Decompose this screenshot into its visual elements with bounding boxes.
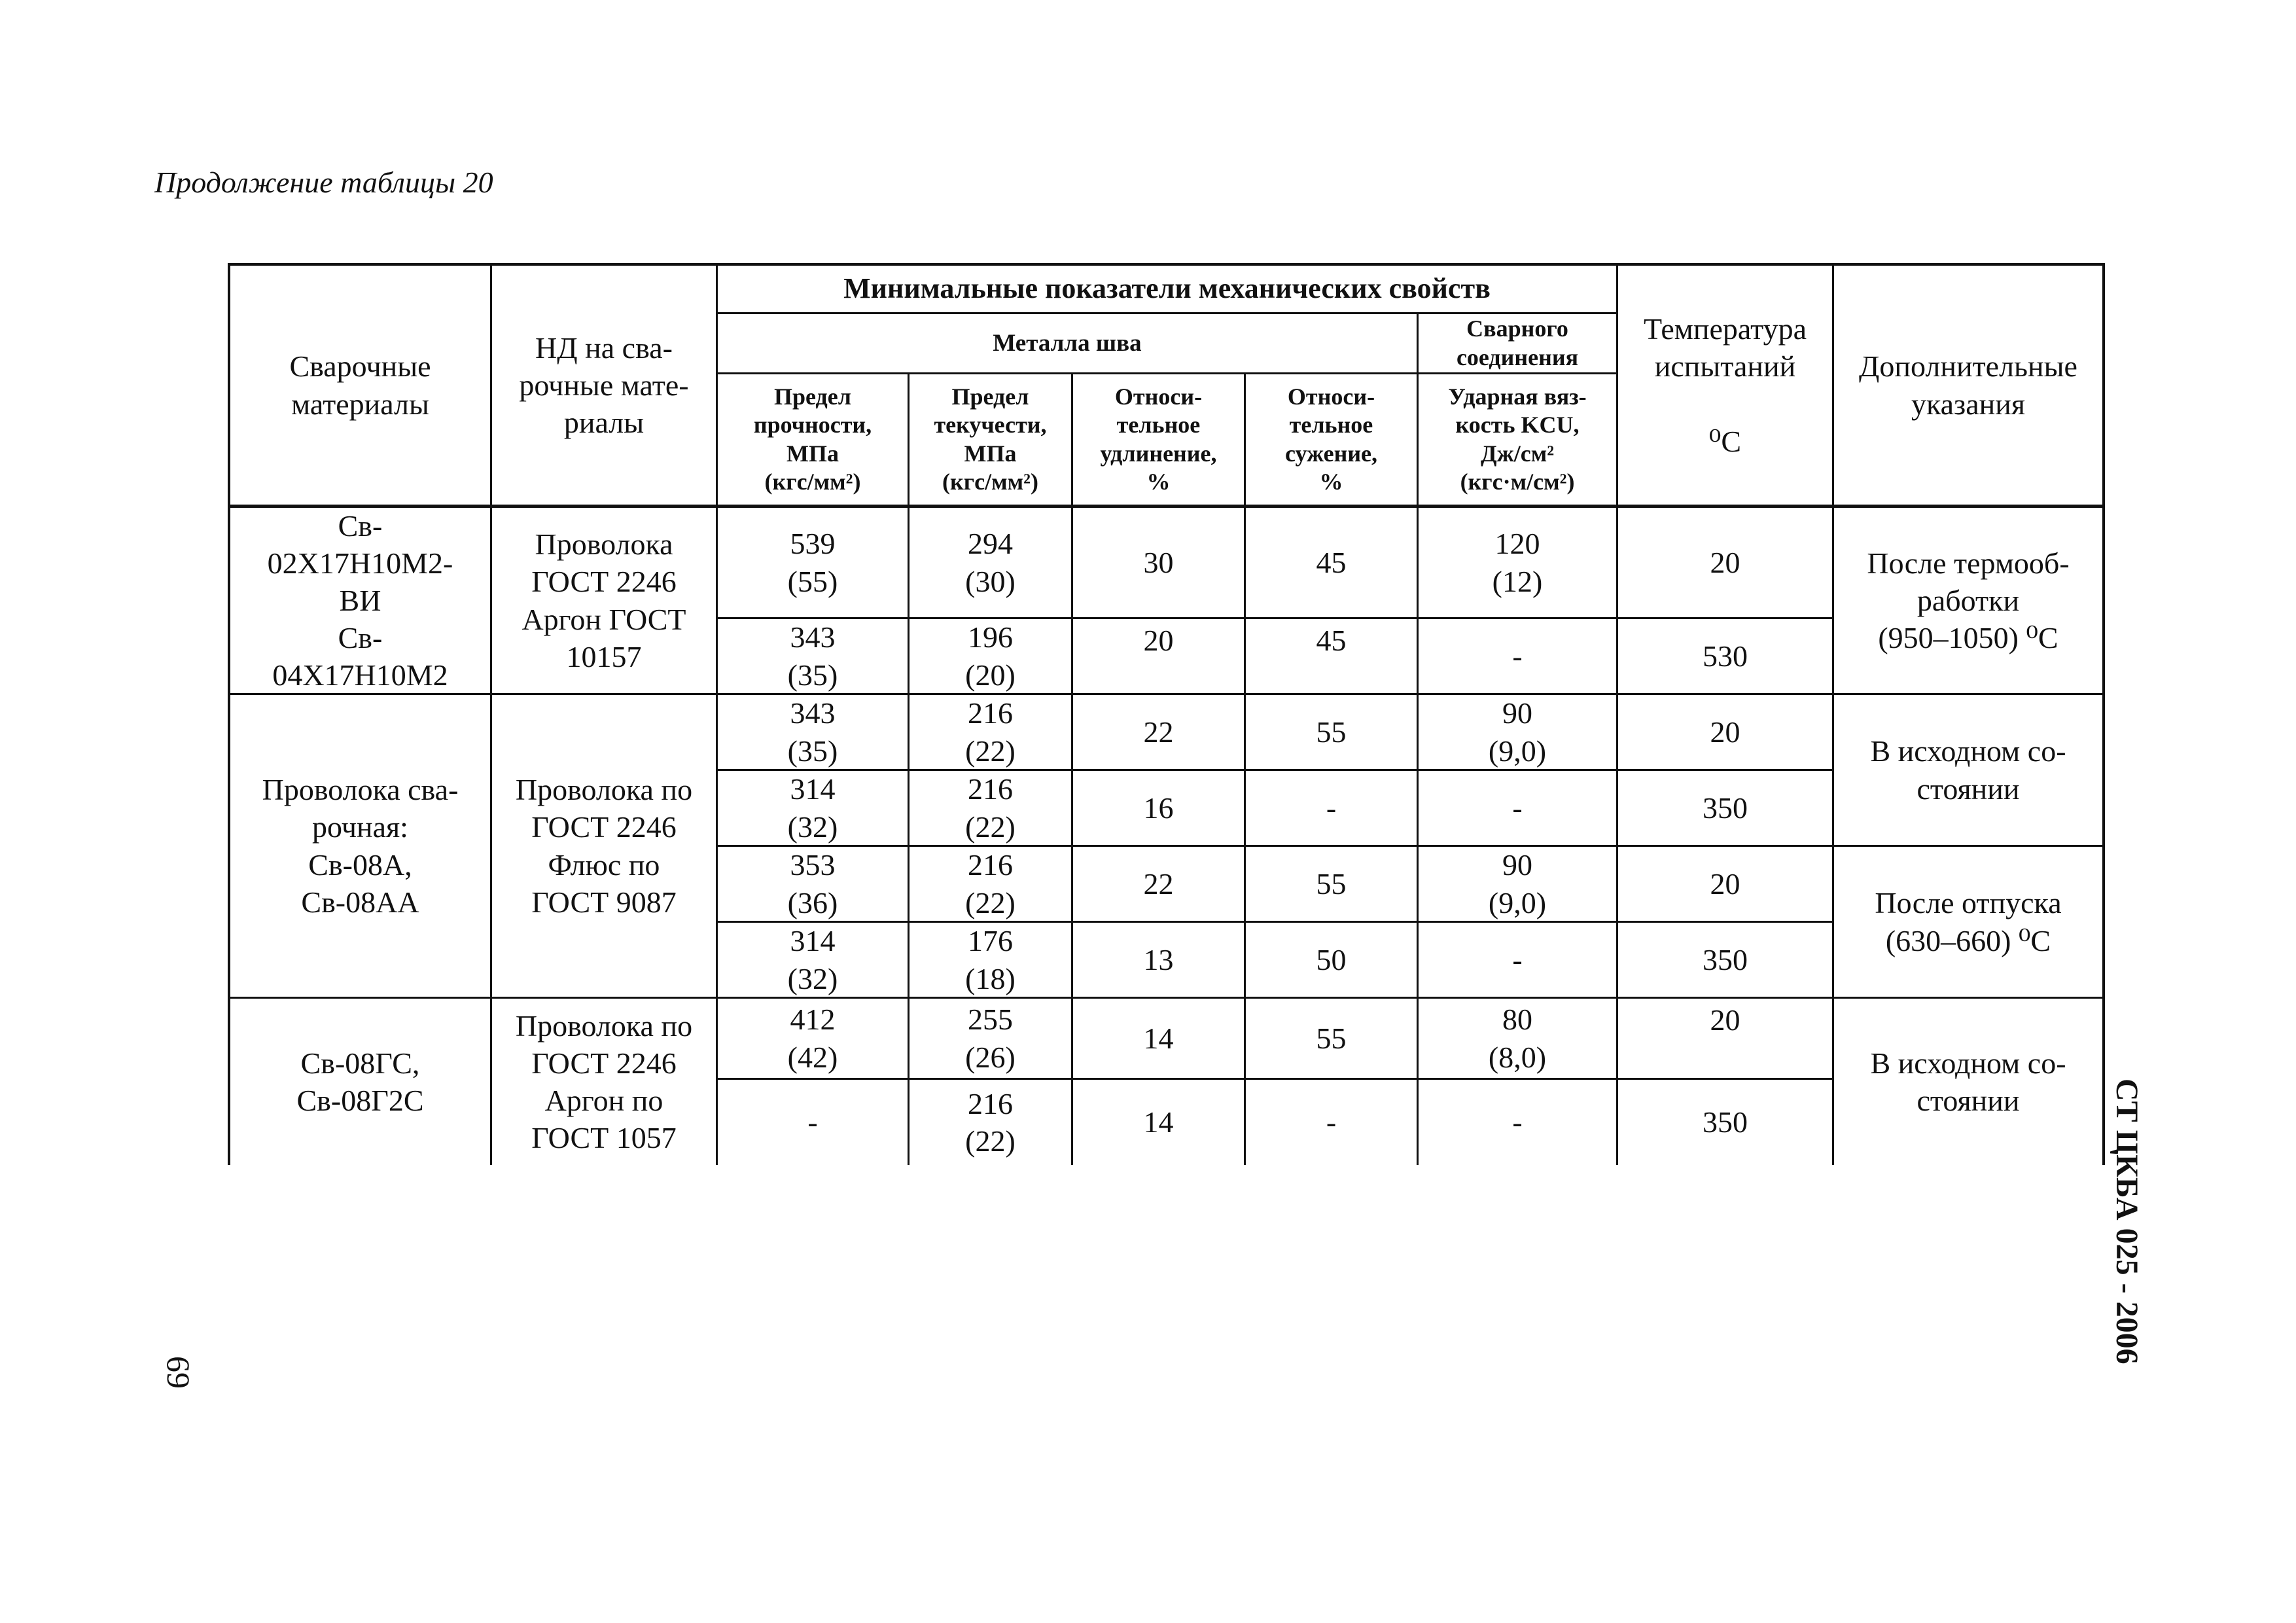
header-yield: Предел текучести, МПа (кгс/мм²) — [910, 374, 1073, 508]
impact-cell: 90 (9,0) — [1419, 847, 1618, 923]
temp-cell: 530 — [1618, 619, 1834, 695]
header-extra: Дополнительные указания — [1834, 266, 2102, 508]
impact-cell: 80 (8,0) — [1419, 999, 1618, 1080]
table-caption: Продолжение таблицы 20 — [154, 166, 493, 199]
yield-cell: 216 (22) — [910, 695, 1073, 771]
elongation-cell: 16 — [1073, 771, 1246, 847]
reduction-cell: 55 — [1246, 695, 1419, 771]
elongation-cell: 14 — [1073, 999, 1246, 1080]
strength-cell: 343 (35) — [718, 619, 910, 695]
elongation-cell: 30 — [1073, 508, 1246, 619]
yield-cell: 216 (22) — [910, 847, 1073, 923]
strength-cell: - — [718, 1080, 910, 1165]
impact-cell: - — [1419, 1080, 1618, 1165]
header-elongation: Относи- тельное удлинение, % — [1073, 374, 1246, 508]
reduction-cell: - — [1246, 771, 1419, 847]
header-nd: НД на сва- рочные мате- риалы — [492, 266, 718, 508]
document-code: СТ ЦКБА 025 - 2006 — [2110, 1079, 2144, 1364]
note-cell: После термооб- работки (950–1050) ⁰C — [1834, 508, 2102, 695]
temp-cell: 350 — [1618, 923, 1834, 999]
temp-cell: 20 — [1618, 695, 1834, 771]
strength-cell: 412 (42) — [718, 999, 910, 1080]
temp-cell: 350 — [1618, 1080, 1834, 1165]
note-cell: После отпуска (630–660) ⁰C — [1834, 847, 2102, 999]
page-number: 69 — [160, 1356, 197, 1389]
reduction-cell: 45 — [1246, 619, 1419, 695]
yield-cell: 216 (22) — [910, 1080, 1073, 1165]
strength-cell: 539 (55) — [718, 508, 910, 619]
elongation-cell: 22 — [1073, 695, 1246, 771]
mechanical-properties-table — [228, 263, 2105, 1165]
elongation-cell: 22 — [1073, 847, 1246, 923]
temp-cell: 20 — [1618, 847, 1834, 923]
nd-cell: Проволока ГОСТ 2246 Аргон ГОСТ 10157 — [492, 508, 718, 695]
temp-cell: 350 — [1618, 771, 1834, 847]
strength-cell: 314 (32) — [718, 771, 910, 847]
reduction-cell: 55 — [1246, 999, 1419, 1080]
impact-cell: 90 (9,0) — [1419, 695, 1618, 771]
yield-cell: 294 (30) — [910, 508, 1073, 619]
elongation-cell: 20 — [1073, 619, 1246, 695]
elongation-cell: 14 — [1073, 1080, 1246, 1165]
header-temp: Температура испытаний ⁰C — [1618, 266, 1834, 508]
reduction-cell: 50 — [1246, 923, 1419, 999]
material-cell: Св-08ГС, Св-08Г2С — [230, 999, 492, 1165]
material-cell: Проволока сва- рочная: Св-08А, Св-08АА — [230, 695, 492, 999]
header-weld-joint: Сварного соединения — [1419, 314, 1618, 374]
header-reduction: Относи- тельное сужение, % — [1246, 374, 1419, 508]
strength-cell: 343 (35) — [718, 695, 910, 771]
temp-cell: 20 — [1618, 508, 1834, 619]
reduction-cell: - — [1246, 1080, 1419, 1165]
reduction-cell: 55 — [1246, 847, 1419, 923]
header-impact: Ударная вяз- кость KCU, Дж/см² (кгс·м/см²) — [1419, 374, 1618, 508]
impact-cell: 120 (12) — [1419, 508, 1618, 619]
header-weld-metal: Металла шва — [718, 314, 1419, 374]
yield-cell: 255 (26) — [910, 999, 1073, 1080]
note-cell: В исходном со- стоянии — [1834, 695, 2102, 847]
reduction-cell: 45 — [1246, 508, 1419, 619]
yield-cell: 216 (22) — [910, 771, 1073, 847]
nd-cell: Проволока по ГОСТ 2246 Флюс по ГОСТ 9087 — [492, 695, 718, 999]
impact-cell: - — [1419, 923, 1618, 999]
note-cell: В исходном со- стоянии — [1870, 1046, 2066, 1117]
strength-cell: 314 (32) — [718, 923, 910, 999]
impact-cell: - — [1419, 619, 1618, 695]
yield-cell: 176 (18) — [910, 923, 1073, 999]
header-strength: Предел прочности, МПа (кгс/мм²) — [718, 374, 910, 508]
elongation-cell: 13 — [1073, 923, 1246, 999]
yield-cell: 196 (20) — [910, 619, 1073, 695]
header-min-props: Минимальные показатели механических свойств — [718, 266, 1618, 314]
impact-cell: - — [1419, 771, 1618, 847]
strength-cell: 353 (36) — [718, 847, 910, 923]
header-materials: Сварочные материалы — [230, 266, 492, 508]
material-cell: Св- 02Х17Н10М2- ВИ Св- 04Х17Н10М2 — [230, 508, 492, 695]
temp-cell: 20 — [1618, 999, 1834, 1080]
nd-cell: Проволока по ГОСТ 2246 Аргон по ГОСТ 1057 — [492, 999, 718, 1165]
